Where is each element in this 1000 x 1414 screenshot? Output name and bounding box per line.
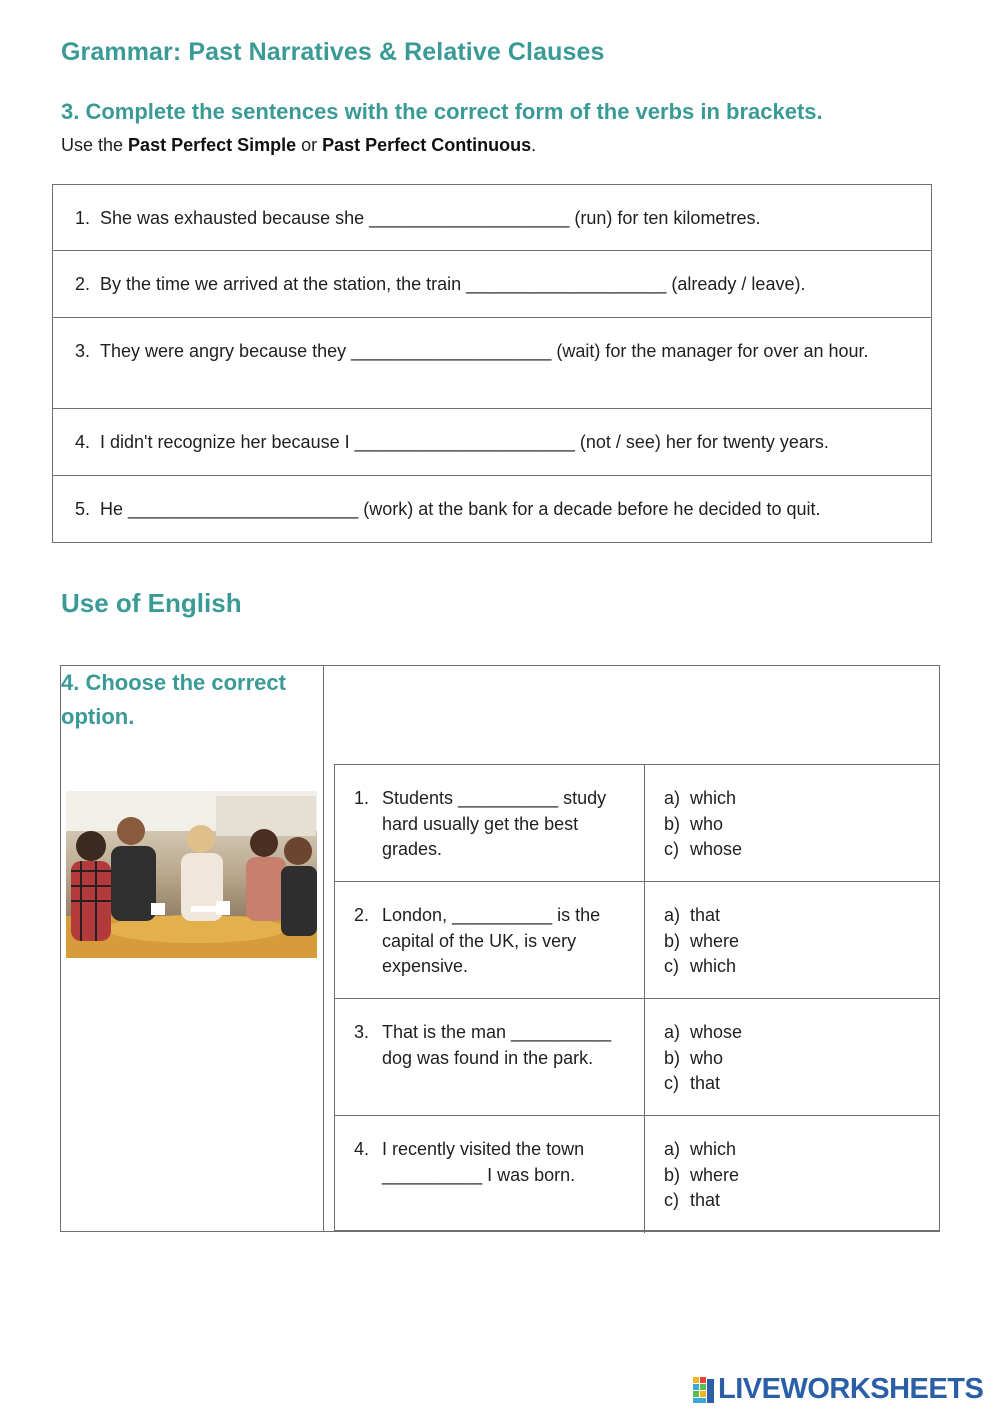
- liveworksheets-brand-text: LIVEWORKSHEETS: [718, 1373, 984, 1405]
- option-text: who: [690, 1047, 724, 1068]
- option-text: where: [690, 930, 740, 951]
- question-row: [335, 765, 939, 882]
- option[interactable]: [664, 1020, 742, 1046]
- option-text: who: [690, 813, 724, 834]
- options-cell: [664, 903, 739, 980]
- option-text: where: [690, 1164, 740, 1185]
- question-row: [335, 882, 939, 999]
- question-cell: [335, 765, 645, 881]
- option[interactable]: [664, 954, 739, 980]
- instruction-bold-past-perfect-continuous: Past Perfect Continuous: [322, 135, 532, 155]
- friends-cafe-photo: [66, 791, 317, 958]
- exercise-3-heading: 3. Complete the sentences with the correct form of the verbs in brackets.: [61, 99, 823, 124]
- exercise-4-heading: 4. Choose the correct option.: [61, 670, 286, 729]
- question-cell: [335, 882, 645, 998]
- option-letter: c): [664, 956, 679, 976]
- option-text: that: [690, 1073, 721, 1093]
- item-number: 3.: [74, 341, 90, 361]
- option-letter: b): [664, 813, 681, 834]
- instruction-mid: or: [296, 135, 323, 155]
- item-text[interactable]: She was exhausted because she ____________________ (run) for ten kilometres.: [100, 208, 761, 228]
- option[interactable]: [664, 1163, 739, 1189]
- exercise-3-row: [53, 318, 931, 409]
- option[interactable]: [664, 786, 742, 812]
- option-text: that: [690, 905, 721, 925]
- item-number: 4.: [74, 432, 90, 452]
- exercise-3-row: [53, 409, 931, 476]
- question-text: Students __________ study hard usually get the best grades.: [382, 788, 607, 859]
- exercise-4-left-column: [61, 666, 324, 1231]
- options-cell: [664, 1137, 739, 1214]
- instruction-prefix: Use the: [61, 135, 129, 155]
- instruction-suffix: .: [531, 135, 537, 155]
- option-letter: a): [664, 905, 681, 925]
- exercise-3-row: [53, 251, 931, 318]
- option-text: which: [690, 788, 737, 808]
- photo-illustration: [66, 791, 317, 958]
- option-letter: a): [664, 1139, 681, 1159]
- option-text: that: [690, 1190, 721, 1210]
- option-letter: b): [664, 1164, 681, 1185]
- item-number: 2.: [74, 274, 90, 294]
- question-number: 1.: [354, 788, 370, 808]
- instruction-bold-past-perfect-simple: Past Perfect Simple: [128, 135, 297, 155]
- question-number: 3.: [354, 1022, 370, 1042]
- item-text[interactable]: By the time we arrived at the station, the train ____________________ (already / leave).: [100, 274, 806, 294]
- exercise-3-row: [53, 185, 931, 251]
- question-cell: [335, 999, 645, 1115]
- option-letter: a): [664, 788, 681, 808]
- option-letter: c): [664, 839, 679, 859]
- exercise-4-container: [60, 665, 940, 1232]
- option-letter: a): [664, 1022, 681, 1042]
- option[interactable]: [664, 1071, 742, 1097]
- exercise-4-table: [334, 764, 940, 1231]
- item-text[interactable]: I didn't recognize her because I ______________________ (not / see) her for twenty years.: [100, 432, 829, 452]
- option-text: which: [690, 956, 737, 976]
- option[interactable]: [664, 1137, 739, 1163]
- option[interactable]: [664, 812, 742, 838]
- options-cell: [664, 786, 742, 863]
- liveworksheets-logo-icon: [693, 1377, 715, 1403]
- question-row: [335, 1116, 939, 1233]
- question-cell: [335, 1116, 645, 1233]
- question-number: 4.: [354, 1139, 370, 1159]
- question-number: 2.: [354, 905, 370, 925]
- page-title: Grammar: Past Narratives & Relative Clauses: [61, 38, 605, 66]
- liveworksheets-brand[interactable]: [693, 1373, 983, 1406]
- item-text[interactable]: He _______________________ (work) at the bank for a decade before he decided to quit.: [100, 499, 821, 519]
- exercise-3-row: [53, 476, 931, 542]
- question-row: [335, 999, 939, 1116]
- option[interactable]: [664, 929, 739, 955]
- option-letter: b): [664, 930, 681, 951]
- option-letter: c): [664, 1190, 679, 1210]
- item-text[interactable]: They were angry because they ____________________ (wait) for the manager for over an hour.: [100, 341, 869, 361]
- question-text: I recently visited the town __________ I was born.: [382, 1139, 585, 1185]
- section-title: Use of English: [61, 588, 242, 618]
- question-text: London, __________ is the capital of the UK, is very expensive.: [382, 905, 601, 976]
- exercise-3-instruction: [61, 135, 536, 156]
- option-text: whose: [690, 1022, 743, 1042]
- option[interactable]: [664, 1188, 739, 1214]
- option-letter: b): [664, 1047, 681, 1068]
- options-cell: [664, 1020, 742, 1097]
- option[interactable]: [664, 903, 739, 929]
- exercise-3-table: [52, 184, 932, 543]
- option[interactable]: [664, 1046, 742, 1072]
- item-number: 1.: [74, 208, 90, 228]
- question-text: That is the man __________ dog was found in the park.: [382, 1022, 612, 1068]
- option-text: which: [690, 1139, 737, 1159]
- option-text: whose: [690, 839, 743, 859]
- item-number: 5.: [74, 499, 90, 519]
- option-letter: c): [664, 1073, 679, 1093]
- option[interactable]: [664, 837, 742, 863]
